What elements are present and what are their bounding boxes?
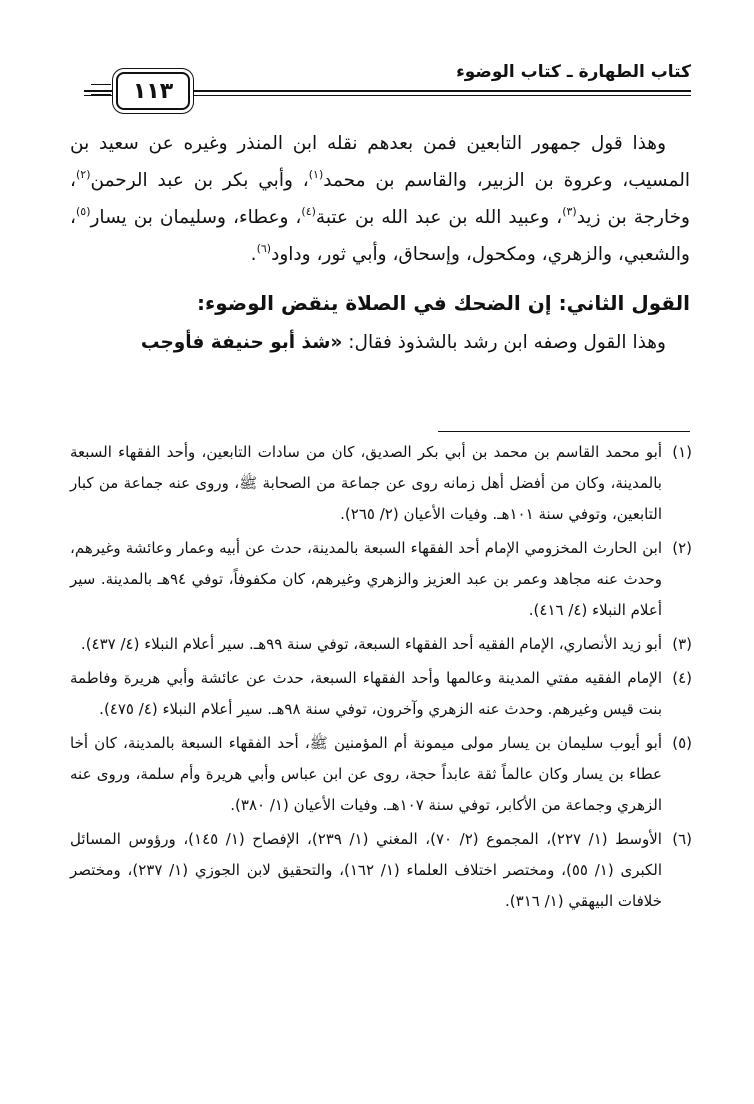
footnote-number: (٢) — [672, 539, 692, 557]
main-text — [70, 125, 690, 361]
footnote-number: (٥) — [672, 734, 692, 752]
section-heading: القول الثاني: إن الضحك في الصلاة ينقض الوضوء: — [197, 291, 690, 315]
footnote-6 — [70, 824, 692, 917]
text-run: ، وعبيد الله بن عبد الله بن عتبة — [315, 207, 563, 228]
footnote-ref-5[interactable]: (٥) — [75, 205, 91, 218]
paragraph-1 — [70, 125, 690, 273]
footnote-text: ابن الحارث المخزومي الإمام أحد الفقهاء السبعة بالمدينة، حدث عن أبيه وعمار وعائشة وغيرهم، وحدث عنه مجاهد وعمر بن عبد العزيز والزهري وغيرهم، كان مكفوفاً، توفي ٩٤هـ بالمدينة. سير أعلام النبلاء (٤/ ٤١٦). — [70, 539, 662, 619]
footnote-text: أبو زيد الأنصاري، الإمام الفقيه أحد الفقهاء السبعة، توفي سنة ٩٩هـ. سير أعلام النبلاء (٤/ ٤٣٧). — [80, 635, 662, 653]
footnote-text: الإمام الفقيه مفتي المدينة وعالمها وأحد الفقهاء السبعة، حدث عن عائشة وأبي هريرة وفاطمة بنت قيس وغيرهم. وحدث عنه الزهري وآخرون، توفي سنة ٩٨هـ. سير أعلام النبلاء (٤/ ٤٧٥). — [70, 669, 662, 718]
text-run: ، والشعبي، والزهري، ومكحول، وإسحاق، وأبي ثور، وداود — [70, 207, 690, 265]
footnote-ref-6[interactable]: (٦) — [256, 242, 272, 255]
footnote-number: (٣) — [672, 635, 692, 653]
text-run: . — [250, 244, 257, 265]
running-title: كتاب الطهارة ـ كتاب الوضوء — [456, 62, 691, 82]
footnote-ref-2[interactable]: (٢) — [75, 168, 91, 181]
folio-ornament-lines — [91, 84, 111, 95]
text-run: ، وأبي بكر بن عبد الرحمن — [90, 170, 309, 191]
page-number: ١١٣ — [116, 72, 190, 110]
footnote-number: (٦) — [672, 830, 692, 848]
footnote-ref-1[interactable]: (١) — [308, 168, 324, 181]
quote-start: «شذ أبو حنيفة فأوجب — [140, 332, 343, 353]
footnotes — [70, 437, 692, 920]
footnote-number: (١) — [672, 443, 692, 461]
footnote-text: أبو أيوب سليمان بن يسار مولى ميمونة أم المؤمنين ﷺ، أحد الفقهاء السبعة بالمدينة، كان أخا عطاء بن يسار وكان عالماً ثقة عابداً حجة، روى عن ابن عباس وأبي هريرة وأم سلمة، وروى عنه الزهري وجماعة من الأكابر، توفي سنة ١٠٧هـ. وفيات الأعيان (١/ ٣٨٠). — [70, 734, 662, 814]
footnote-ref-3[interactable]: (٣) — [562, 205, 577, 218]
footnote-4 — [70, 663, 692, 725]
footnote-1 — [70, 437, 692, 530]
footnote-number: (٤) — [672, 669, 692, 687]
footnote-separator — [438, 431, 690, 432]
footnote-3 — [70, 629, 692, 660]
paragraph-2 — [70, 324, 690, 361]
footnote-ref-4[interactable]: (٤) — [301, 205, 316, 218]
footnote-text: أبو محمد القاسم بن محمد بن أبي بكر الصديق، كان من سادات التابعين، وأحد الفقهاء السبعة بالمدينة، وكان من أفضل أهل زمانه روى عن جماعة من الصحابة ﷺ، وروى عنه جماعة من كبار التابعين، وتوفي سنة ١٠١هـ. وفيات الأعيان (٢/ ٢٦٥). — [70, 443, 662, 523]
footnote-5 — [70, 728, 692, 821]
text-run: وهذا قول جمهور التابعين فمن بعدهم نقله ابن المنذر وغيره عن سعيد بن المسيب، وعروة بن الزبير، والقاسم بن محمد — [70, 133, 690, 191]
text-run: ، وخارجة بن زيد — [70, 170, 690, 228]
text-run: ، وعطاء، وسليمان بن يسار — [90, 207, 302, 228]
text-run: وهذا القول وصفه ابن رشد بالشذوذ فقال: — [342, 332, 666, 353]
footnote-text: الأوسط (١/ ٢٢٧)، المجموع (٢/ ٧٠)، المغني (١/ ٢٣٩)، الإفصاح (١/ ١٤٥)، ورؤوس المسائل الكبرى (١/ ٥٥)، ومختصر اختلاف العلماء (١/ ١٦٢)، والتحقيق لابن الجوزي (١/ ٢٣٧)، ومختصر خلافات البيهقي (١/ ٣١٦). — [70, 830, 663, 910]
footnote-2 — [70, 533, 692, 626]
